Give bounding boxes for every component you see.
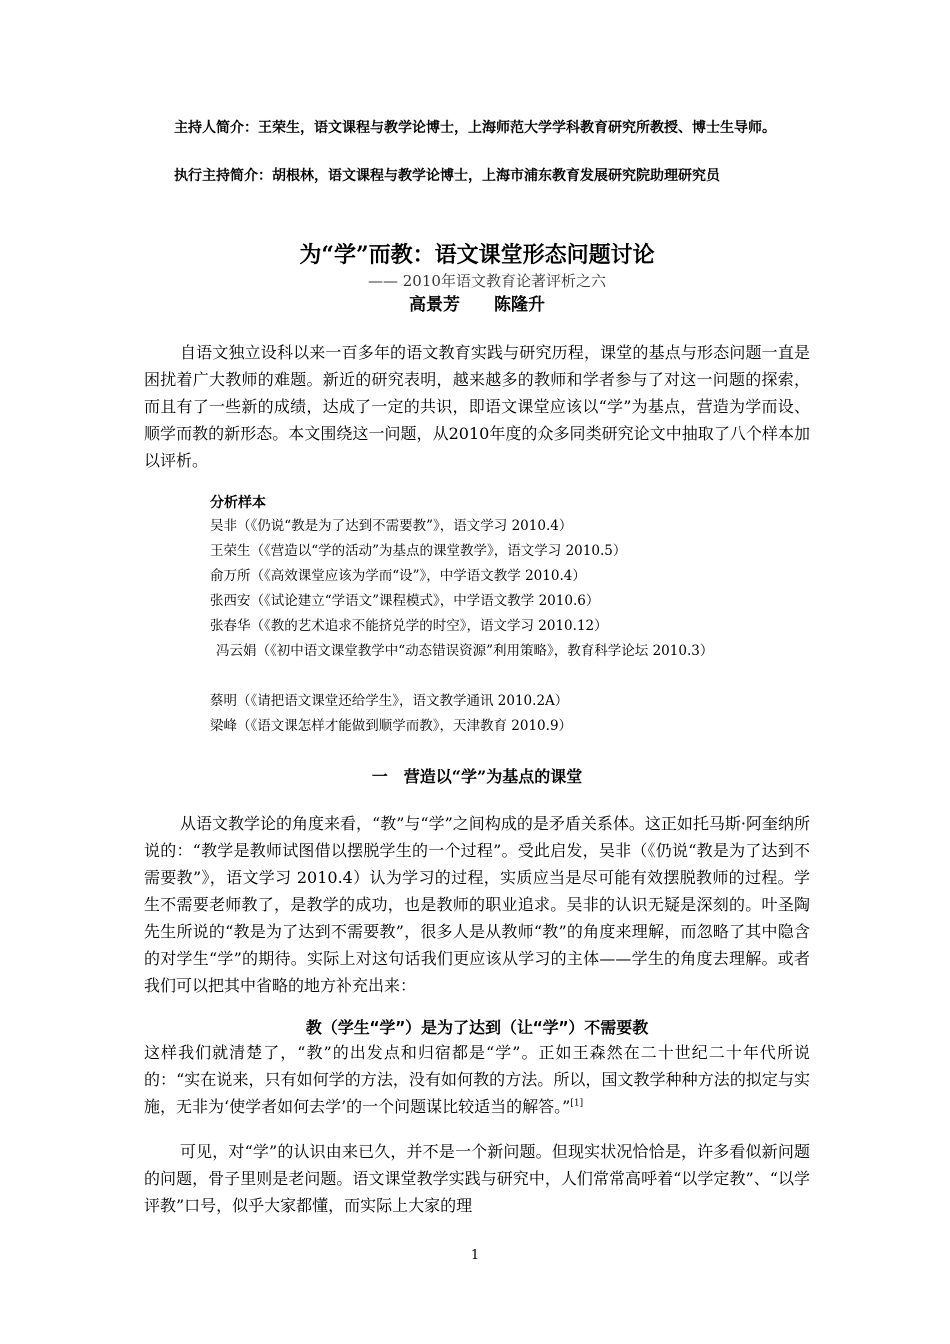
article-authors: 高景芳 陈隆升 (409, 295, 545, 315)
page-number: 1 (470, 1248, 480, 1263)
sample-item: 吴非（《仍说“教是为了达到不需要教”》，语文学习 2010.4） (210, 518, 573, 534)
sample-item: 梁峰（《语文课怎样才能做到顺学而教》，天津教育 2010.9） (210, 718, 573, 734)
footnote-ref[interactable]: [1] (570, 1098, 584, 1109)
article-subtitle: —— 2010年语文教育论著评析之六 (368, 272, 606, 290)
sample-item: 王荣生（《营造以“学的活动”为基点的课堂教学》，语文学习 2010.5） (210, 543, 627, 559)
exec-host-intro: 执行主持简介：胡根林，语文课程与教学论博士，上海市浦东教育发展研究院助理研究员 (174, 168, 720, 184)
sample-item: 张西安（《试论建立“学语文”课程模式》，中学语文教学 2010.6） (210, 593, 600, 609)
article-title: 为“学”而教：语文课堂形态问题讨论 (299, 242, 655, 268)
sample-item: 冯云娟（《初中语文课堂教学中“动态错误资源”利用策略》，教育科学论坛 2010.3） (216, 643, 714, 659)
intro-paragraph: 自语文独立设科以来一百多年的语文教育实践与研究历程，课堂的基点与形态问题一直是困扰着广大教师的难题。新近的研究表明，越来越多的教师和学者参与了对这一问题的探索，而且有了一些新的成绩，达成了一定的共识，即语文课堂应该以“学”为基点，营造为学而设、顺学而教的新形态。本文围绕这一问题，从2010年度的众多同类研究论文中抽取了八个样本加以评析。 (144, 343, 810, 470)
sample-item: 蔡明（《请把语文课堂还给学生》，语文教学通讯 2010.2A） (210, 693, 569, 709)
paragraph-2-text: 这样我们就清楚了，“教”的出发点和归宿都是“学”。正如王森然在二十世纪二十年代所说的：“实在说来，只有如何学的方法，没有如何教的方法。所以，国文教学种种方法的拟定与实施，无非为‘使学者如何去学’的一个问题谋比较适当的解答。” (144, 1043, 810, 1116)
samples-heading: 分析样本 (210, 495, 266, 511)
section1-paragraph-2 (144, 1039, 810, 1120)
sample-item: 张春华（《教的艺术追求不能挤兑学的时空》，语文学习 2010.12） (210, 618, 608, 634)
section1-paragraph-1: 从语文教学论的角度来看，“教”与“学”之间构成的是矛盾关系体。这正如托马斯·阿奎纳所说的：“教学是教师试图借以摆脱学生的一个过程”。受此启发，吴非（《仍说“教是为了达到不需要教”》，语文学习 2010.4）认为学习的过程，实质应当是尽可能有效摆脱教师的过程。学生不需要老师教了，是教学的成功，也是教师的职业追求。吴非的认识无疑是深刻的。叶圣陶先生所说的“教是为了达到不需要教”，很多人是从教师“教”的角度来理解，而忽略了其中隐含的对学生“学”的期待。实际上对这句话我们更应该从学习的主体——学生的角度去理解。或者我们可以把其中省略的地方补充出来： (144, 814, 810, 995)
host-intro: 主持人简介：王荣生，语文课程与教学论博士，上海师范大学学科教育研究所教授、博士生导师。 (174, 120, 776, 136)
section-heading: 一 营造以“学”为基点的课堂 (371, 767, 583, 786)
section1-paragraph-3: 可见，对“学”的认识由来已久，并不是一个新问题。但现实状况恰恰是，许多看似新问题的问题，骨子里则是老问题。语文课堂教学实践与研究中，人们常常高呼着“以学定教”、“以学评教”口号，似乎大家都懂，而实际上大家的理 (144, 1142, 810, 1215)
sample-item: 俞万所（《高效课堂应该为学而“设”》，中学语文教学 2010.4） (210, 568, 586, 584)
emphasis-quote: 教（学生“学”）是为了达到（让“学”）不需要教 (305, 1018, 649, 1037)
